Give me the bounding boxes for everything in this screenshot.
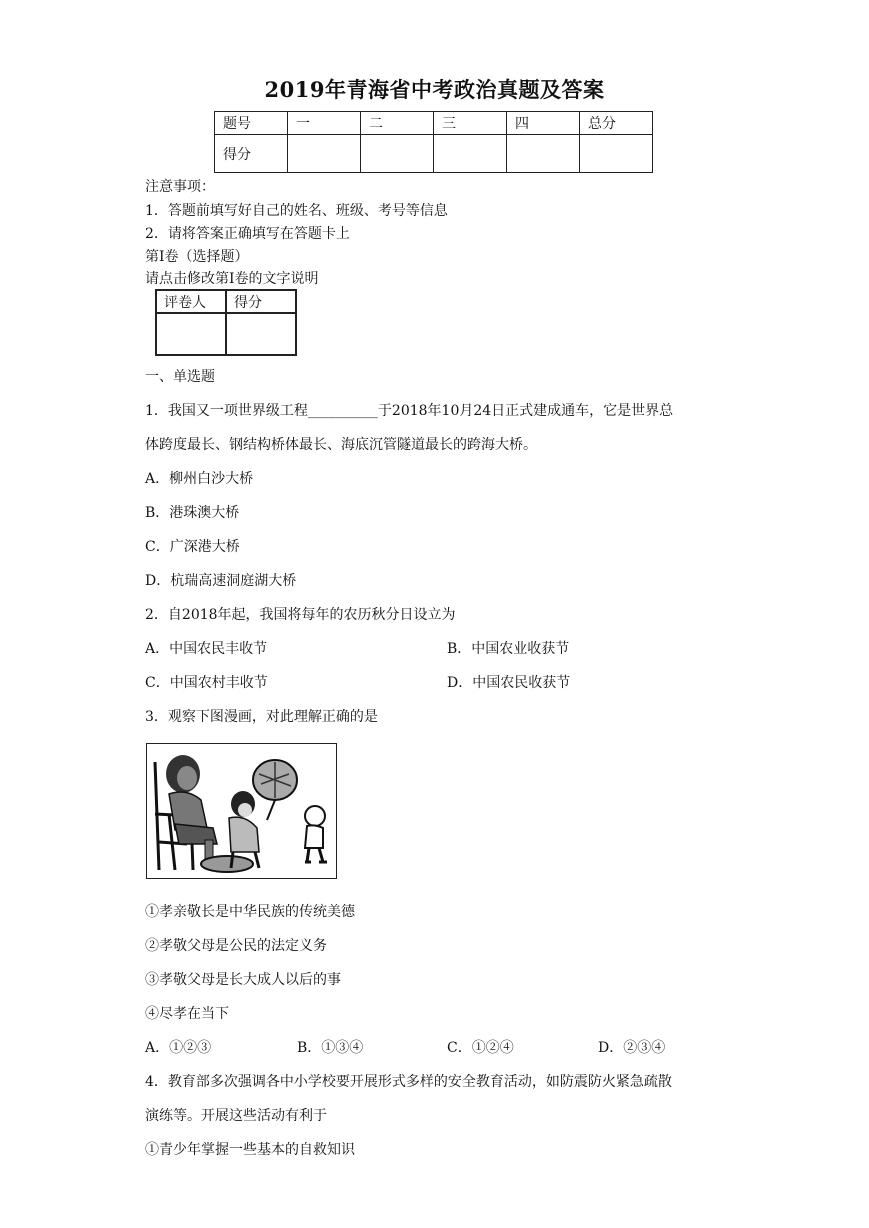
score-table-header-row — [215, 112, 653, 135]
grader-header-row — [156, 290, 296, 313]
question-2-option-b: B．中国农业收获节 — [447, 641, 570, 657]
question-2-option-a: A．中国农民丰收节 — [145, 641, 268, 657]
question-3-choice-d: D．②③④ — [598, 1040, 666, 1056]
score-table-score-row — [215, 135, 653, 173]
cartoon-figure — [146, 743, 337, 879]
cartoon-illustration — [147, 744, 336, 878]
question-4-text-cont: 演练等。开展这些活动有利于 — [145, 1108, 327, 1124]
score-cell — [580, 135, 653, 173]
grader-header-cell: 评卷人 — [156, 290, 226, 313]
question-4-text: 4．教育部多次强调各中小学校要开展形式多样的安全教育活动，如防震防火紧急疏散 — [145, 1074, 672, 1090]
question-1-option-d: D．杭瑞高速洞庭湖大桥 — [145, 573, 297, 589]
note-item: 1．答题前填写好自己的姓名、班级、考号等信息 — [145, 203, 448, 219]
notes-heading: 注意事项： — [145, 179, 215, 195]
section-title: 第I卷（选择题） — [145, 249, 249, 265]
grader-entry-row — [156, 313, 296, 355]
question-3-choice-c: C．①②④ — [447, 1040, 514, 1056]
question-3-statement-2: ②孝敬父母是公民的法定义务 — [145, 938, 327, 954]
score-cell — [361, 135, 434, 173]
question-1-text-cont: 体跨度最长、钢结构桥体最长、海底沉管隧道最长的跨海大桥。 — [145, 437, 537, 453]
score-header-cell: 二 — [361, 112, 434, 135]
question-2-option-c: C．中国农村丰收节 — [145, 675, 268, 691]
score-header-cell: 题号 — [215, 112, 288, 135]
question-2-option-d: D．中国农民收获节 — [447, 675, 571, 691]
score-header-cell: 四 — [507, 112, 580, 135]
question-3-text: 3．观察下图漫画，对此理解正确的是 — [145, 709, 378, 725]
question-1-option-b: B．港珠澳大桥 — [145, 505, 240, 521]
question-1-text: 1．我国又一项世界级工程__________于2018年10月24日正式建成通车，它是世界总 — [145, 403, 674, 419]
question-3-statement-1: ①孝亲敬长是中华民族的传统美德 — [145, 904, 355, 920]
question-3-statement-3: ③孝敬父母是长大成人以后的事 — [145, 972, 341, 988]
question-2-text: 2．自2018年起，我国将每年的农历秋分日设立为 — [145, 607, 456, 623]
score-header-cell: 一 — [288, 112, 361, 135]
grader-table — [155, 289, 297, 356]
score-cell — [288, 135, 361, 173]
score-table — [214, 111, 653, 173]
score-cell — [434, 135, 507, 173]
question-3-choice-b: B．①③④ — [297, 1040, 364, 1056]
score-header-cell: 总分 — [580, 112, 653, 135]
question-1-option-c: C．广深港大桥 — [145, 539, 240, 555]
section-instruction: 请点击修改第I卷的文字说明 — [145, 271, 319, 287]
question-3-choice-a: A．①②③ — [145, 1040, 212, 1056]
grader-cell — [226, 313, 296, 355]
question-3-statement-4: ④尽孝在当下 — [145, 1006, 229, 1022]
grader-cell — [156, 313, 226, 355]
grader-header-cell: 得分 — [226, 290, 296, 313]
score-cell — [507, 135, 580, 173]
score-row-label: 得分 — [215, 135, 288, 173]
note-item: 2．请将答案正确填写在答题卡上 — [145, 226, 350, 242]
part-heading: 一、单选题 — [145, 369, 215, 385]
question-1-option-a: A．柳州白沙大桥 — [145, 471, 254, 487]
question-4-statement-1: ①青少年掌握一些基本的自救知识 — [145, 1142, 355, 1158]
page-title: 2019年青海省中考政治真题及答案 — [264, 77, 605, 102]
score-header-cell: 三 — [434, 112, 507, 135]
